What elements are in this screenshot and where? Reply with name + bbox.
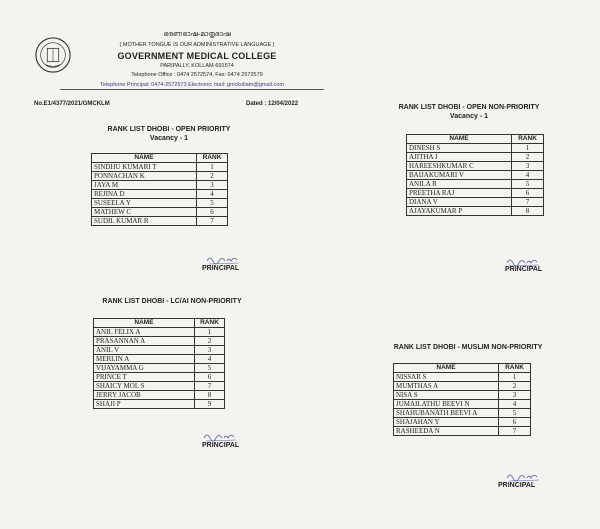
candidate-rank: 4	[197, 190, 228, 199]
table-row	[407, 162, 544, 171]
table-row	[92, 181, 228, 190]
candidate-rank: 4	[512, 171, 544, 180]
candidate-rank: 5	[197, 199, 228, 208]
candidate-name: NISA S	[394, 391, 499, 400]
rank-table	[393, 363, 531, 436]
table-row	[92, 199, 228, 208]
table-row	[407, 180, 544, 189]
candidate-name: REJINA D	[92, 190, 197, 199]
table-row	[394, 373, 531, 382]
candidate-name: MUMTHAS A	[394, 382, 499, 391]
signature	[505, 470, 541, 482]
candidate-rank: 6	[197, 208, 228, 217]
candidate-name: ANIL FELIX A	[94, 328, 195, 337]
candidate-rank: 7	[197, 217, 228, 226]
rank-column-header: RANK	[512, 135, 544, 144]
candidate-rank: 4	[499, 400, 531, 409]
principal-label: PRINCIPAL	[505, 266, 543, 273]
candidate-name: ANILA R	[407, 180, 512, 189]
candidate-rank: 5	[195, 364, 225, 373]
candidate-name: PONNACHAN K	[92, 172, 197, 181]
candidate-rank: 5	[512, 180, 544, 189]
candidate-rank: 4	[195, 355, 225, 364]
table-row	[407, 171, 544, 180]
table-row	[92, 217, 228, 226]
candidate-rank: 5	[499, 409, 531, 418]
candidate-name: JUMAILATHU BEEVI N	[394, 400, 499, 409]
rank-column-header: RANK	[195, 319, 225, 328]
candidate-name: HAREESHKUMAR C	[407, 162, 512, 171]
table-row	[407, 144, 544, 153]
table-row	[94, 364, 225, 373]
candidate-rank: 3	[512, 162, 544, 171]
candidate-name: ANIL V	[94, 346, 195, 355]
rank-list-open-priority	[104, 126, 234, 142]
candidate-rank: 1	[499, 373, 531, 382]
principal-label: PRINCIPAL	[202, 442, 240, 449]
candidate-name: MERLIN A	[94, 355, 195, 364]
candidate-name: SUDIL KUMAR R	[92, 217, 197, 226]
name-column-header: NAME	[407, 135, 512, 144]
candidate-name: AJAYAKUMAR P	[407, 207, 512, 216]
rank-table	[91, 153, 228, 226]
candidate-name: RASHEEDA N	[394, 427, 499, 436]
candidate-name: JERRY JACOB	[94, 391, 195, 400]
candidate-name: AJITHA J	[407, 153, 512, 162]
table-row	[94, 391, 225, 400]
candidate-rank: 6	[499, 418, 531, 427]
language-motto: ( MOTHER TONGUE IS OUR ADMINISTRATIVE LANGUAGE )	[119, 42, 275, 48]
candidate-name: SUSEELA Y	[92, 199, 197, 208]
rank-list-lcai-non-priority	[97, 298, 247, 305]
table-row	[92, 208, 228, 217]
table-row	[94, 373, 225, 382]
table-row	[94, 346, 225, 355]
principal-contact: Telephone Principal: 0474-2572573 Electronic mail: gmckollam@gmail.com	[60, 82, 324, 90]
candidate-rank: 6	[512, 189, 544, 198]
table-row	[92, 163, 228, 172]
candidate-rank: 9	[195, 400, 225, 409]
candidate-rank: 2	[195, 337, 225, 346]
candidate-name: PRINCE T	[94, 373, 195, 382]
list-title: RANK LIST DHOBI - OPEN PRIORITY	[107, 126, 231, 133]
rank-table	[406, 134, 544, 216]
table-row	[407, 189, 544, 198]
rank-list-open-non-priority	[394, 104, 544, 120]
candidate-rank: 2	[197, 172, 228, 181]
table-row	[407, 153, 544, 162]
candidate-name: MATHEW C	[92, 208, 197, 217]
candidate-rank: 7	[499, 427, 531, 436]
candidate-rank: 1	[195, 328, 225, 337]
candidate-name: DINESH S	[407, 144, 512, 153]
malayalam-motto: ഭരണഭാഷ-മാതൃഭാഷ	[163, 30, 231, 38]
list-title: RANK LIST DHOBI - OPEN NON-PRIORITY	[398, 104, 540, 111]
table-row	[394, 400, 531, 409]
college-address: PARIPALLY, KOLLAM-691574	[160, 63, 234, 69]
table-row	[407, 207, 544, 216]
table-row	[407, 198, 544, 207]
candidate-rank: 3	[195, 346, 225, 355]
table-row	[94, 355, 225, 364]
office-phone: Telephone Office : 0474 2572574, Fax: 0474 2572579	[131, 72, 263, 78]
candidate-name: DIANA V	[407, 198, 512, 207]
candidate-name: BAIJAKUMARI V	[407, 171, 512, 180]
list-title: RANK LIST DHOBI - MUSLIM NON-PRIORITY	[393, 344, 543, 351]
candidate-name: SHAJI P	[94, 400, 195, 409]
signature	[202, 430, 238, 442]
candidate-name: NISSAR S	[394, 373, 499, 382]
candidate-rank: 1	[197, 163, 228, 172]
candidate-rank: 3	[197, 181, 228, 190]
rank-table	[93, 318, 225, 409]
list-title: RANK LIST DHOBI - LC/AI NON-PRIORITY	[102, 298, 242, 305]
table-row	[394, 409, 531, 418]
candidate-rank: 7	[512, 198, 544, 207]
table-row	[394, 382, 531, 391]
table-row	[394, 418, 531, 427]
principal-label: PRINCIPAL	[498, 482, 536, 489]
candidate-name: SHAJAHAN Y	[394, 418, 499, 427]
rank-column-header: RANK	[499, 364, 531, 373]
candidate-name: SINDHU KUMARI T	[92, 163, 197, 172]
name-column-header: NAME	[92, 154, 197, 163]
principal-label: PRINCIPAL	[202, 265, 240, 272]
table-row	[94, 337, 225, 346]
candidate-rank: 3	[499, 391, 531, 400]
table-row	[94, 328, 225, 337]
rank-list-muslim-non-priority	[388, 344, 548, 351]
table-row	[394, 391, 531, 400]
candidate-rank: 6	[195, 373, 225, 382]
rank-column-header: RANK	[197, 154, 228, 163]
college-emblem-icon	[34, 36, 72, 74]
table-row	[394, 427, 531, 436]
vacancy-label: Vacancy - 1	[449, 113, 489, 120]
candidate-name: SHAHUBANATH BEEVI A	[394, 409, 499, 418]
reference-number: No.E1/4377/2021/GMCKLM	[34, 101, 110, 107]
table-row	[92, 172, 228, 181]
candidate-rank: 2	[512, 153, 544, 162]
candidate-name: VIJAYAMMA G	[94, 364, 195, 373]
table-row	[92, 190, 228, 199]
table-row	[94, 400, 225, 409]
signature	[205, 253, 241, 265]
college-name: GOVERNMENT MEDICAL COLLEGE	[117, 51, 277, 61]
candidate-name: PRASANNAN A	[94, 337, 195, 346]
name-column-header: NAME	[394, 364, 499, 373]
vacancy-label: Vacancy - 1	[149, 135, 189, 142]
candidate-rank: 8	[512, 207, 544, 216]
candidate-name: JAYA M	[92, 181, 197, 190]
table-row	[94, 382, 225, 391]
candidate-rank: 2	[499, 382, 531, 391]
date: Dated : 12/04/2022	[246, 101, 299, 107]
name-column-header: NAME	[94, 319, 195, 328]
candidate-rank: 1	[512, 144, 544, 153]
candidate-name: SHAICY MOL S	[94, 382, 195, 391]
candidate-rank: 8	[195, 391, 225, 400]
candidate-rank: 7	[195, 382, 225, 391]
candidate-name: PREETHA RAJ	[407, 189, 512, 198]
